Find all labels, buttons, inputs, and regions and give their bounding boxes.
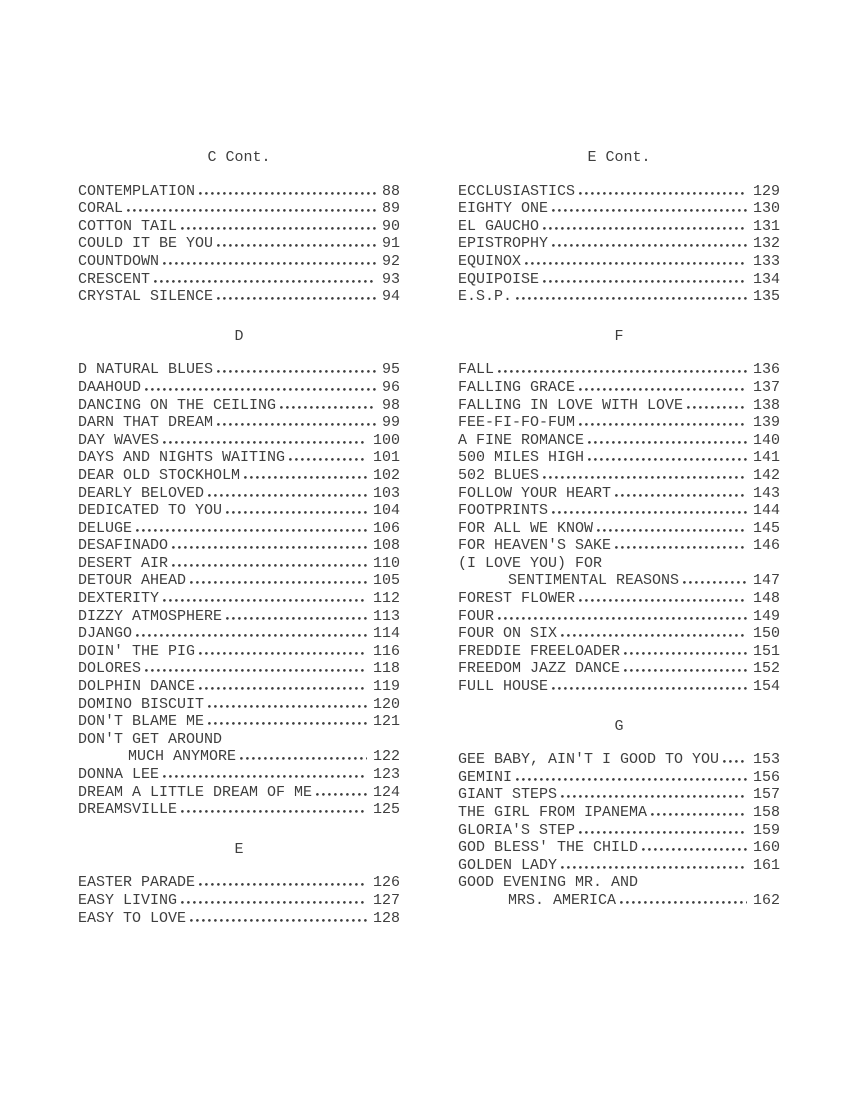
entry-title: FOLLOW YOUR HEART — [458, 484, 612, 502]
entry-page-number: 154 — [752, 678, 780, 696]
entry-title: COULD IT BE YOU — [78, 235, 214, 253]
entry-title-first-line: GOOD EVENING MR. AND — [458, 874, 639, 892]
entry-title: FALL — [458, 361, 495, 379]
entry-page-number: 143 — [752, 484, 780, 502]
dot-leader — [588, 441, 747, 444]
index-entry — [458, 200, 780, 218]
entry-page-number: 110 — [372, 554, 400, 572]
entry-title: E.S.P. — [458, 288, 513, 306]
dot-leader — [199, 652, 367, 655]
entry-page-number: 162 — [752, 891, 780, 909]
dot-leader — [172, 546, 367, 549]
entry-page-number: 113 — [372, 607, 400, 625]
entry-title: FREDDIE FREELOADER — [458, 642, 621, 660]
index-entry — [458, 590, 780, 608]
entry-title: EASY TO LOVE — [78, 909, 187, 927]
section-heading: D — [234, 327, 244, 345]
entry-title: DIZZY ATMOSPHERE — [78, 607, 223, 625]
dot-leader — [240, 757, 367, 760]
entry-page-number: 139 — [752, 414, 780, 432]
entry-page-number: 122 — [372, 748, 400, 766]
dot-leader — [199, 192, 376, 195]
entry-page-number: 95 — [381, 361, 400, 379]
dot-leader — [615, 546, 747, 549]
entry-title: FOUR ON SIX — [458, 625, 558, 643]
entry-title: DAYS AND NIGHTS WAITING — [78, 449, 286, 467]
entry-page-number: 161 — [752, 856, 780, 874]
entry-page-number: 98 — [381, 396, 400, 414]
dot-leader — [316, 793, 367, 796]
entry-title: FOUR — [458, 607, 495, 625]
dot-leader — [217, 244, 376, 247]
entry-title: CRYSTAL SILENCE — [78, 288, 214, 306]
dot-leader — [145, 388, 376, 391]
entry-page-number: 152 — [752, 660, 780, 678]
index-section — [78, 841, 400, 927]
index-entry — [458, 839, 780, 857]
entry-page-number: 142 — [752, 466, 780, 484]
entry-page-number: 89 — [381, 200, 400, 218]
entry-page-number: 149 — [752, 607, 780, 625]
dot-leader — [516, 778, 747, 781]
entry-title: DEARLY BELOVED — [78, 484, 205, 502]
entry-title: FOREST FLOWER — [458, 590, 576, 608]
entry-page-number: 141 — [752, 449, 780, 467]
index-entry — [458, 449, 780, 467]
dot-leader — [651, 813, 747, 816]
dot-leader — [561, 795, 747, 798]
entry-page-number: 126 — [372, 874, 400, 892]
entry-page-number: 116 — [372, 642, 400, 660]
entry-page-number: 99 — [381, 414, 400, 432]
dot-leader — [172, 564, 367, 567]
index-entry — [458, 625, 780, 643]
dot-leader — [136, 529, 367, 532]
index-column-right — [458, 149, 780, 910]
entry-page-number: 131 — [752, 217, 780, 235]
index-entry — [78, 449, 400, 467]
entry-title: DELUGE — [78, 519, 133, 537]
entry-title: DEDICATED TO YOU — [78, 502, 223, 520]
entry-title: GOD BLESS' THE CHILD — [458, 839, 639, 857]
index-entry — [78, 660, 400, 678]
dot-leader — [687, 406, 747, 409]
index-entry — [458, 857, 780, 875]
entry-title: DESERT AIR — [78, 554, 169, 572]
dot-leader — [217, 370, 376, 373]
index-entry — [458, 218, 780, 236]
dot-leader — [597, 529, 747, 532]
index-entry — [458, 520, 780, 538]
entry-title: GIANT STEPS — [458, 786, 558, 804]
index-entry — [78, 678, 400, 696]
entry-page-number: 121 — [372, 713, 400, 731]
entry-page-number: 90 — [381, 217, 400, 235]
index-entry — [458, 892, 780, 910]
entry-title: 502 BLUES — [458, 466, 540, 484]
index-entry — [78, 910, 400, 928]
section-heading: E — [234, 840, 244, 858]
index-entry — [458, 271, 780, 289]
entry-page-number: 146 — [752, 537, 780, 555]
dot-leader — [620, 901, 747, 904]
index-entry — [458, 288, 780, 306]
dot-leader — [683, 581, 747, 584]
index-entry — [458, 537, 780, 555]
entry-page-number: 96 — [381, 378, 400, 396]
dot-leader — [624, 652, 747, 655]
entry-title: FOOTPRINTS — [458, 502, 549, 520]
dot-leader — [498, 370, 747, 373]
dot-leader — [199, 687, 367, 690]
entry-title: DEAR OLD STOCKHOLM — [78, 466, 241, 484]
dot-leader — [579, 192, 747, 195]
dot-leader — [226, 617, 367, 620]
entry-title: COTTON TAIL — [78, 217, 178, 235]
entry-title: A FINE ROMANCE — [458, 431, 585, 449]
index-entry — [458, 751, 780, 769]
entry-title: DANCING ON THE CEILING — [78, 396, 277, 414]
index-entry — [78, 485, 400, 503]
entry-page-number: 133 — [752, 252, 780, 270]
index-entry — [78, 625, 400, 643]
entry-page-number: 120 — [372, 695, 400, 713]
entry-title: EASY LIVING — [78, 891, 178, 909]
entry-page-number: 140 — [752, 431, 780, 449]
dot-leader — [289, 458, 367, 461]
index-entry — [78, 713, 400, 731]
entry-title: DAY WAVES — [78, 431, 160, 449]
index-entry — [78, 608, 400, 626]
entry-page-number: 153 — [752, 751, 780, 769]
dot-leader — [199, 883, 367, 886]
entry-page-number: 145 — [752, 519, 780, 537]
entry-title: FALLING IN LOVE WITH LOVE — [458, 396, 684, 414]
dot-leader — [154, 280, 376, 283]
index-entry — [458, 361, 780, 379]
index-section — [458, 718, 780, 910]
dot-leader — [579, 599, 747, 602]
entry-page-number: 94 — [381, 288, 400, 306]
entry-page-number: 123 — [372, 766, 400, 783]
index-entry — [78, 379, 400, 397]
dot-leader — [579, 423, 747, 426]
entry-page-number: 135 — [752, 288, 780, 306]
entry-title: DAAHOUD — [78, 378, 142, 396]
dot-leader — [190, 919, 367, 922]
entry-page-number: 127 — [372, 891, 400, 909]
dot-leader — [498, 617, 747, 620]
entry-page-number: 103 — [372, 484, 400, 502]
dot-leader — [244, 476, 367, 479]
entry-title: GEMINI — [458, 768, 513, 786]
entry-page-number: 101 — [372, 449, 400, 467]
dot-leader — [516, 297, 747, 300]
index-entry — [78, 200, 400, 218]
index-entry — [458, 769, 780, 787]
dot-leader — [163, 775, 367, 778]
index-entry — [458, 804, 780, 822]
entry-title: COUNTDOWN — [78, 252, 160, 270]
entry-page-number: 132 — [752, 235, 780, 253]
entry-page-number: 151 — [752, 642, 780, 660]
dot-leader — [145, 669, 367, 672]
entry-title: MRS. AMERICA — [508, 891, 617, 909]
dot-leader — [163, 262, 376, 265]
entry-title: DON'T BLAME ME — [78, 713, 205, 731]
dot-leader — [226, 511, 367, 514]
entry-page-number: 147 — [752, 572, 780, 590]
section-heading: C Cont. — [207, 149, 271, 166]
index-entry — [78, 748, 400, 766]
entry-page-number: 138 — [752, 396, 780, 414]
dot-leader — [163, 441, 367, 444]
dot-leader — [181, 227, 376, 230]
entry-page-number: 102 — [372, 466, 400, 484]
dot-leader — [181, 810, 367, 813]
index-entry — [78, 414, 400, 432]
entry-title: DOMINO BISCUIT — [78, 695, 205, 713]
entry-page-number: 106 — [372, 519, 400, 537]
entry-page-number: 159 — [752, 821, 780, 839]
dot-leader — [136, 634, 367, 637]
entry-page-number: 93 — [381, 270, 400, 288]
entry-page-number: 157 — [752, 786, 780, 804]
index-entry — [458, 183, 780, 201]
dot-leader — [723, 760, 747, 763]
entry-title: DOIN' THE PIG — [78, 642, 196, 660]
dot-leader — [588, 458, 747, 461]
dot-leader — [190, 581, 367, 584]
index-entry — [458, 235, 780, 253]
dot-leader — [208, 722, 367, 725]
entry-title: DREAMSVILLE — [78, 801, 178, 819]
entry-page-number: 88 — [381, 182, 400, 200]
dot-leader — [208, 705, 367, 708]
index-entry — [78, 502, 400, 520]
dot-leader — [552, 687, 747, 690]
entry-page-number: 91 — [381, 235, 400, 253]
entry-title: GEE BABY, AIN'T I GOOD TO YOU — [458, 751, 720, 769]
entry-page-number: 118 — [372, 660, 400, 678]
index-entry — [78, 590, 400, 608]
index-entry — [78, 555, 400, 573]
index-entry — [78, 572, 400, 590]
entry-title: EPISTROPHY — [458, 235, 549, 253]
entry-page-number: 129 — [752, 182, 780, 200]
entry-title: MUCH ANYMORE — [128, 748, 237, 766]
entry-title: SENTIMENTAL REASONS — [508, 572, 680, 590]
entry-title: CONTEMPLATION — [78, 182, 196, 200]
entry-title: D NATURAL BLUES — [78, 361, 214, 379]
index-entry — [458, 786, 780, 804]
dot-leader — [579, 388, 747, 391]
index-entry — [78, 520, 400, 538]
dot-leader — [280, 406, 376, 409]
dot-leader — [543, 227, 747, 230]
entry-title: CRESCENT — [78, 270, 151, 288]
entry-title: FEE-FI-FO-FUM — [458, 414, 576, 432]
entry-title: EL GAUCHO — [458, 217, 540, 235]
dot-leader — [561, 866, 747, 869]
dot-leader — [217, 423, 376, 426]
index-column-left — [78, 149, 400, 927]
index-section — [458, 149, 780, 306]
dot-leader — [181, 901, 367, 904]
index-entry — [458, 678, 780, 696]
index-entry — [78, 696, 400, 714]
dot-leader — [642, 848, 747, 851]
entry-title: FREEDOM JAZZ DANCE — [458, 660, 621, 678]
entry-title: 500 MILES HIGH — [458, 449, 585, 467]
index-entry — [458, 397, 780, 415]
entry-title-first-line: DON'T GET AROUND — [78, 730, 223, 748]
entry-page-number: 92 — [381, 252, 400, 270]
index-entry — [78, 271, 400, 289]
section-heading: G — [614, 717, 624, 735]
dot-leader — [127, 209, 376, 212]
index-section — [78, 328, 400, 819]
entry-title: DJANGO — [78, 625, 133, 643]
dot-leader — [217, 297, 376, 300]
entry-title: DARN THAT DREAM — [78, 414, 214, 432]
index-entry — [458, 379, 780, 397]
index-entry — [458, 822, 780, 840]
entry-title: DONNA LEE — [78, 766, 160, 783]
index-entry — [78, 643, 400, 661]
entry-page-number: 112 — [372, 590, 400, 608]
index-entry — [78, 253, 400, 271]
dot-leader — [163, 599, 367, 602]
index-section — [78, 149, 400, 306]
dot-leader — [624, 669, 747, 672]
dot-leader — [579, 831, 747, 834]
index-entry — [78, 766, 400, 784]
entry-title: CORAL — [78, 200, 124, 218]
dot-leader — [543, 476, 747, 479]
index-entry — [78, 537, 400, 555]
entry-page-number: 119 — [372, 678, 400, 696]
index-entry — [78, 874, 400, 892]
dot-leader — [552, 244, 747, 247]
index-entry — [458, 572, 780, 590]
entry-page-number: 148 — [752, 590, 780, 608]
index-entry — [458, 432, 780, 450]
section-heading: E Cont. — [587, 149, 651, 166]
entry-page-number: 150 — [752, 625, 780, 643]
entry-page-number: 104 — [372, 502, 400, 520]
entry-page-number: 105 — [372, 572, 400, 590]
entry-title: EQUINOX — [458, 252, 522, 270]
entry-page-number: 144 — [752, 502, 780, 520]
index-entry — [78, 235, 400, 253]
entry-page-number: 158 — [752, 804, 780, 821]
index-entry — [78, 432, 400, 450]
entry-title: DOLPHIN DANCE — [78, 678, 196, 696]
index-section — [458, 328, 780, 696]
entry-title: FOR ALL WE KNOW — [458, 519, 594, 537]
index-entry — [458, 608, 780, 626]
entry-title: EIGHTY ONE — [458, 200, 549, 218]
dot-leader — [552, 511, 747, 514]
entry-page-number: 134 — [752, 270, 780, 288]
entry-title: DESAFINADO — [78, 537, 169, 555]
entry-page-number: 160 — [752, 839, 780, 857]
entry-title: FULL HOUSE — [458, 678, 549, 696]
entry-title: GLORIA'S STEP — [458, 821, 576, 839]
index-entry — [458, 467, 780, 485]
dot-leader — [615, 494, 747, 497]
dot-leader — [208, 494, 367, 497]
dot-leader — [525, 262, 747, 265]
entry-title: FALLING GRACE — [458, 378, 576, 396]
entry-title: EQUIPOISE — [458, 270, 540, 288]
entry-page-number: 114 — [372, 625, 400, 643]
entry-page-number: 136 — [752, 361, 780, 379]
index-entry — [458, 643, 780, 661]
entry-title: FOR HEAVEN'S SAKE — [458, 537, 612, 555]
index-entry — [78, 361, 400, 379]
entry-title: DETOUR AHEAD — [78, 572, 187, 590]
entry-title: DREAM A LITTLE DREAM OF ME — [78, 783, 313, 801]
index-entry — [78, 892, 400, 910]
index-entry — [458, 253, 780, 271]
entry-page-number: 125 — [372, 801, 400, 819]
index-entry — [458, 660, 780, 678]
entry-title: GOLDEN LADY — [458, 856, 558, 874]
index-entry — [78, 288, 400, 306]
index-entry — [458, 414, 780, 432]
entry-title: DOLORES — [78, 660, 142, 678]
entry-page-number: 128 — [372, 909, 400, 927]
entry-title: ECCLUSIASTICS — [458, 182, 576, 200]
entry-title: DEXTERITY — [78, 590, 160, 608]
entry-page-number: 124 — [372, 783, 400, 801]
dot-leader — [543, 280, 747, 283]
section-heading: F — [614, 327, 624, 345]
entry-page-number: 156 — [752, 768, 780, 786]
index-entry — [78, 784, 400, 802]
entry-page-number: 108 — [372, 537, 400, 555]
index-entry — [458, 502, 780, 520]
entry-title: EASTER PARADE — [78, 874, 196, 892]
index-entry — [78, 467, 400, 485]
dot-leader — [552, 209, 747, 212]
dot-leader — [561, 634, 747, 637]
index-entry — [78, 801, 400, 819]
entry-page-number: 100 — [372, 431, 400, 449]
index-entry — [78, 397, 400, 415]
index-entry — [458, 485, 780, 503]
index-entry — [78, 218, 400, 236]
entry-page-number: 137 — [752, 378, 780, 396]
entry-title-first-line: (I LOVE YOU) FOR — [458, 554, 603, 572]
entry-title: THE GIRL FROM IPANEMA — [458, 804, 648, 821]
entry-page-number: 130 — [752, 200, 780, 218]
index-entry — [78, 183, 400, 201]
